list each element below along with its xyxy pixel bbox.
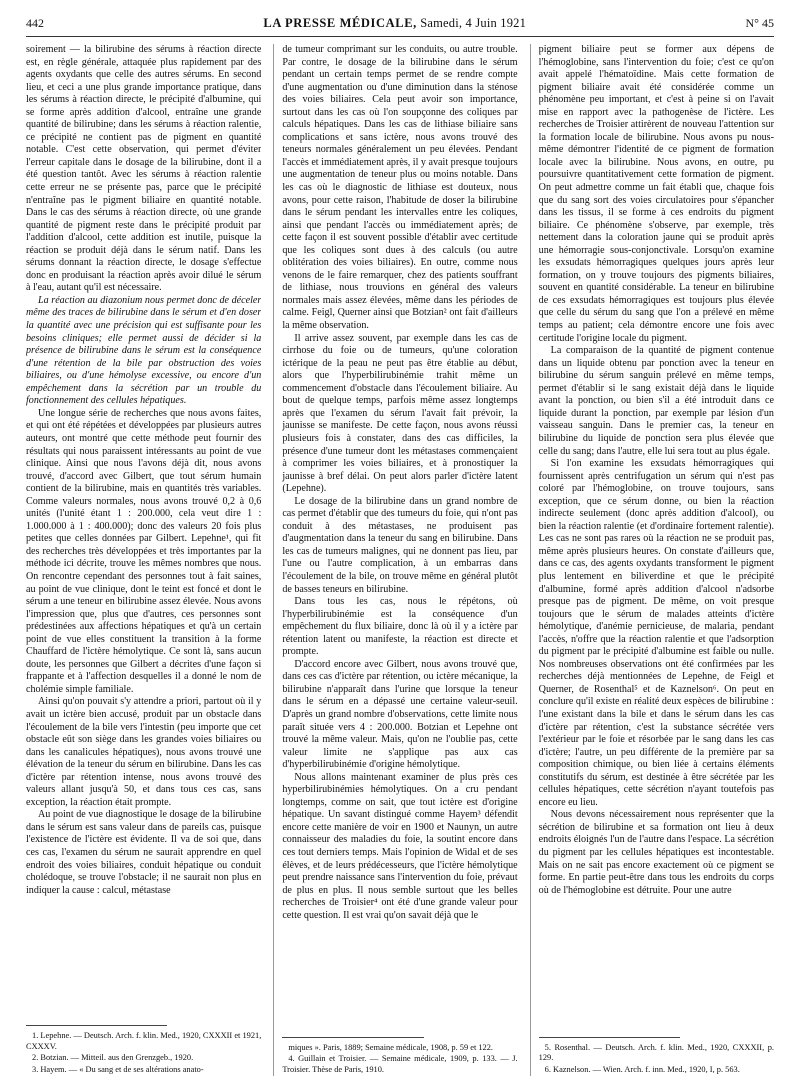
paragraph: soirement — la bilirubine des sérums à réaction directe est, en règle générale, attaquée plus rapidement par des agents oxydants que celle des autres sérums. En second lieu, et ceci a une plus grande importance pratique, dans les sérums à réaction directe, le précipité d'albumine, qui se forme après addition d'alcool, entraîne une grande quantité de bilirubine; dans les sérums à réaction ralentie, ce précipité ne contient pas de pigment en quantité notable. C'est cette observation, qui permet d'éviter l'erreur capitale dans le dosage de la bilirubine, dont il a été question tantôt. Avec les sérums à réaction ralentie cette erreur ne se présente pas, parce que le précipité n'entraîne pas le pigment biliaire en quantité notable. Dans le cas des sérums à réaction directe, où une grande quantité de pigment reste dans le précipité produit par l'addition d'alcool, cette addition est inutile, puisque la réaction se produit déjà dans le sérum natif. Dans les sérums donnant la réaction directe, le dosage s'effectue donc en produisant la réaction après avoir dilué le sérum à l'eau, autant qu'il est nécessaire. (26, 44, 262, 294)
column-1-footnotes (26, 1019, 261, 1076)
paragraph: pigment biliaire peut se former aux dépens de l'hémoglobine, sans l'intervention du foie; c'est ce qu'on avait appelé l'hématoïdine. Mais cette formation de pigment biliaire avait été considérée comme un phénomène peu important, et c'est à peine si on l'avait mise en rapport avec la pathogenèse de l'ictère. Les recherches de Troisier attirèrent de nouveau l'attention sur la formation locale de bilirubine. Nous avons pu nous-même démontrer l'identité de ce pigment de formation locale avec la bilirubine. Nous avons, en outre, pu poursuivre quantitativement cette formation de pigment. On peut admettre comme un fait établi que, chaque fois que du sang sort des voies circulatoires pour s'épancher dans les tissus, il se forme à ces endroits du pigment biliaire. Ce phénomène s'observe, par exemple, très nettement dans la coloration jaune qui se produit après une hémorragie sous-conjonctivale. Lorsqu'on examine les exsudats hémorragiques quelques jours après leur formation, on y trouve toujours des pigments biliaires, souvent en quantité considérable. La teneur en bilirubine de ces exsudats hémorragiques est toujours plus élevée que celle du sérum du sang que l'on a prélevé en même temps au patient; cela démontre encore une fois avec certitude l'origine locale du pigment. (538, 44, 774, 344)
footnote: 2. Botzian. — Mitteil. aus den Grenzgeb., 1920. (32, 1053, 194, 1062)
paragraph: Ainsi qu'on pouvait s'y attendre a priori, partout où il y avait un ictère bien accusé, produit par un obstacle dans l'écoulement de la bile vers l'intestin (peu importe que cet obstacle eût son siège dans les grandes voies biliaires ou dans les canalicules hépatiques), nous avons trouvé une élévation de la teneur du sérum en bilirubine. Dans les cas d'ictère par rétention intense, nous avons trouvé des valeurs allant jusqu'à 50, et dans tous ces cas, sans exception, la réaction était prompte. (26, 696, 262, 808)
paragraph-italic: La réaction au diazonium nous permet donc de déceler même des traces de bilirubine dans le sérum et d'en doser la quantité avec une précision qui est suffisante pour les besoins cliniques; elle permet aussi de décider si la présence de bilirubine dans le sérum est la conséquence d'une rétention de la bile par obstruction des voies biliaires, ou d'une hémolyse excessive, ou encore d'un empêchement dans la sécrétion par un trouble du fonctionnement des cellules hépatiques. (26, 294, 262, 407)
paragraph: Nous devons nécessairement nous représenter que la sécrétion de bilirubine et sa formation ont lieu à deux endroits éloignés l'un de l'autre dans l'espace. La sécrétion du pigment par les cellules hépatiques est incontestable. Mais on ne sait pas encore exactement où ce pigment se forme. En partie peut-être dans tous les endroits du corps où de l'hémoglobine est détruite. Pour une autre (538, 809, 774, 896)
paragraph: Au point de vue diagnostique le dosage de la bilirubine dans le sérum est sans valeur dans de pareils cas, puisque l'existence de l'ictère est évidente. Il va de soi que, dans ces cas, l'examen du sérum ne saurait apprendre en quel endroit des voies biliaires, conduit hépatique ou conduit cholédoque, se trouve l'obstacle; il ne saurait non plus en indiquer la cause : calcul, métastase (26, 809, 262, 896)
footnote: 4. Guillain et Troisier. — Semaine médicale, 1909, p. 133. — J. Troisier. Thèse de Paris, 1910. (282, 1054, 518, 1074)
paragraph: Une longue série de recherches que nous avons faites, et qui ont été répétées et développées par plusieurs autres auteurs, ont montré que cette méthode peut fournir des résultats qui nous paraissent intéressants au point de vue clinique. Ainsi que nous l'avons déjà dit, nous avons trouvé, d'accord avec Gilbert, que tout sérum humain contient de la bilirubine, mais en quantités très variables. Comme valeurs normales, nous avons trouvé 0,2 à 0,6 unités (l'unité étant 1 : 200.000, cela veut dire 1 : 1.000.000 à 1 : 400.000); donc des valeurs 20 fois plus petites que celles données par Gilbert. Lepehne¹, qui fit des recherches très développées et très importantes par la méthode ici décrite, trouve les mêmes nombres que nous. On rencontre cependant des personnes tout à fait saines, au point de vue clinique, dont le teint est foncé et dont le sérum a une teneur en bilirubine assez élevée. Nous avons l'impression que, plus que d'autres, ces personnes sont prédestinées aux affections hépatiques et qu'à un certain point de vue elles constituent la transition à la forme Chauffard de l'ictère hémolytique. Ce sont là, sans aucun doute, les personnes que Gilbert a décrites d'une façon si frappante et à l'affection desquelles il a donné le nom de cholémie simple familiale. (26, 407, 262, 695)
journal-masthead (263, 16, 526, 31)
column-3-text (539, 44, 774, 980)
paragraph: La comparaison de la quantité de pigment contenue dans un liquide obtenu par ponction avec la teneur en bilirubine du sérum sanguin prélevé en même temps, permet d'établir si le sang existait déjà dans le liquide avant la ponction, ou bien s'il a été introduit dans ce liquide durant la ponction, par exemple par lésion d'un vaisseau sanguin. Dans le premier cas, la teneur en bilirubine du liquide de ponction sera plus élevée que celle du sang; dans l'autre, elle lui sera tout au plus égale. (538, 345, 774, 457)
paragraph: D'accord encore avec Gilbert, nous avons trouvé que, dans ces cas d'ictère par rétention, ou ictère mécanique, la bilirubine n'apparaît dans l'urine que lorsque la teneur dans le sérum en a dépassé une certaine valeur-seuil. D'après un grand nombre d'observations, cette limite nous paraît située vers 4 : 200.000. Botzian et Lepehne ont trouvé la même valeur. Mais, qu'on ne l'oublie pas, cette valeur limite ne s'applique pas aux cas d'hyperbilirubinémie d'origine hémolytique. (282, 658, 518, 771)
footnote: 1. Lepehne. — Deutsch. Arch. f. klin. Med., 1920, CXXXII et 1921, CXXXV. (26, 1031, 262, 1051)
issue-number: N° 45 (745, 15, 774, 30)
page-header (26, 10, 774, 37)
column-1-text (26, 44, 261, 980)
paragraph: Nous allons maintenant examiner de plus près ces hyperbilirubinémies hémolytiques. On a cru pendant longtemps, comme on sait, que tout ictère est d'origine hépatique. Un savant distingué comme Hayem³ défendit encore cette manière de voir en 1900 et Naunyn, un autre connaisseur des maladies du foie, la soutint encore dans ces tout derniers temps. Mais l'opinion de Widal et de ses élèves, et de leurs prédécesseurs, que l'ictère hémolytique peut prendre naissance sans l'intervention du foie, prévaut de plus en plus. Il nous semble surtout que les belles recherches de Troisier⁴ ont été d'une grande valeur pour cette question. Il est vrai qu'on savait déjà que le (282, 771, 518, 921)
column-1 (26, 44, 261, 1076)
footnote: 6. Kaznelson. — Wien. Arch. f. inn. Med., 1920, I, p. 563. (544, 1064, 740, 1074)
footnote-rule (26, 1025, 167, 1026)
column-3 (530, 44, 774, 1076)
article-columns (26, 44, 774, 1076)
column-2-footnotes (282, 1031, 517, 1077)
column-2 (273, 44, 517, 1076)
column-2-text (282, 44, 517, 980)
footnote: 5. Rosenthal. — Deutsch. Arch. f. klin. Med., 1920, CXXXII, p. 129. (538, 1042, 774, 1062)
paragraph: Si l'on examine les exsudats hémorragiques qui fournissent après centrifugation un sérum qui n'est pas coloré par l'hémoglobine, on trouve toujours, sans exception, que ce sérum donne, ou bien la réaction indirecte seulement (donc après addition d'alcool), ou bien la réaction ralentie (et d'ordinaire fortement ralentie). Les cas ne sont pas rares où la réaction ne se produit pas, même après plusieurs heures. On constate d'ailleurs que, dans ce cas, des agents oxydants transforment le pigment plus lentement en biliverdine et que le précipité d'albumine, formé après addition d'alcool n'adsorbe presque pas de pigment. De même, on voit presque toujours que le sérum de malades atteints d'ictère hémolytique, d'anémie pernicieuse, de malaria, pendant l'accès, n'offre que la réaction ralentie et que l'adsorption du pigment par le précipité d'albumine est faible ou nulle. Nos nombreuses observations ont été confirmées par les recherches déjà mentionnées de Lepehne, de Feigl et Querner, de Rosenthal⁵ et de Kaznelson⁶. On peut en conclure qu'il existe en réalité deux espèces de bilirubine : l'une existant dans la bile et dans le sérum dans les cas d'ictère par rétention, c'est la substance sécrétée vers l'extérieur par le foie et résorbée par le sang dans les cas d'ictère; l'autre, un peu différente de la première par sa composition chimique, ou bien liée à certains éléments constitutifs du sérum, est destinée à être sécrétée par les cellules hépatiques, cette sécrétion n'ayant toutefois pas encore eu lieu. (538, 458, 774, 808)
footnote-rule (539, 1037, 680, 1038)
footnote: 3. Hayem. — « Du sang et de ses altérations anato- (32, 1064, 204, 1074)
paragraph: Le dosage de la bilirubine dans un grand nombre de cas permet d'établir que des tumeurs du foie, qui n'ont pas conduit à des métastases, ne produisent pas d'augmentation dans la teneur du sang en bilirubine. Dans les cas de tumeurs malignes, qui ne donnent pas lieu, par l'une ou l'autre complication, à un embarras dans l'écoulement de la bile, on trouve même en général plutôt de basses teneurs en bilirubine. (282, 495, 518, 595)
paragraph: Il arrive assez souvent, par exemple dans les cas de cirrhose du foie ou de tumeurs, qu'une coloration ictérique de la peau ne peut pas être établie au début, alors que l'hyperbilirubinémie trahit même un commencement d'obstacle dans l'écoulement biliaire. Au bout de quelque temps, parfois même assez longtemps après que l'examen du sérum l'avait fait prévoir, la jaunisse se manifeste. De cette façon, nous avons réussi plusieurs fois à constater, dans des cas difficiles, la présence d'une tumeur dont les métastases commençaient à comprimer les voies biliaires, et à pronostiquer la jaunisse à bref délai. On peut alors parler d'ictère latent (Lepehne). (282, 332, 518, 495)
journal-title: LA PRESSE MÉDICALE, (263, 15, 417, 30)
paragraph: de tumeur comprimant sur les conduits, ou autre trouble. Par contre, le dosage de la bilirubine dans le sérum pendant un certain temps permet de se rendre compte d'une augmentation ou d'une diminution dans la sténose des voies biliaires. Cela peut avoir son importance, surtout dans les cas où l'on soupçonne des coliques par calculs hépatiques. Dans les cas de lithiase biliaire sans complications et sans ictère, nous avons trouvé des teneurs normales généralement un peu élevées. Pendant l'accès et immédiatement après, il y avait presque toujours une augmentation de teneur plus ou moins notable. Dans les cas où le diagnostic de lithiase est douteux, nous avons, pour cette raison, l'habitude de doser la bilirubine dans le sérum pendant les intervalles entre les coliques, ainsi que pendant l'accès ou immédiatement après; de cette façon il est souvent possible d'établir avec certitude que les coliques sont dues à des calculs (ou autre oblitération des voies biliaires). En outre, comme nous venons de le faire remarquer, chez des patients souffrant de lithiase, nous trouvions en général des valeurs normales mais assez élevées, même dans les périodes de calme. Feigl, Querner ainsi que Botzian² ont fait d'ailleurs la même observation. (282, 44, 518, 332)
footnote: miques ». Paris, 1889; Semaine médicale, 1908, p. 59 et 122. (288, 1042, 494, 1052)
column-3-footnotes (539, 1031, 774, 1077)
paragraph: Dans tous les cas, nous le répétons, où l'hyperbilirubinémie est la conséquence d'un empêchement du flux biliaire, donc là où il y a ictère par rétention latent ou manifeste, la réaction est directe et prompte. (282, 596, 518, 658)
footnote-rule (282, 1037, 423, 1038)
issue-date: Samedi, 4 Juin 1921 (420, 15, 527, 30)
page-number: 442 (26, 15, 44, 30)
